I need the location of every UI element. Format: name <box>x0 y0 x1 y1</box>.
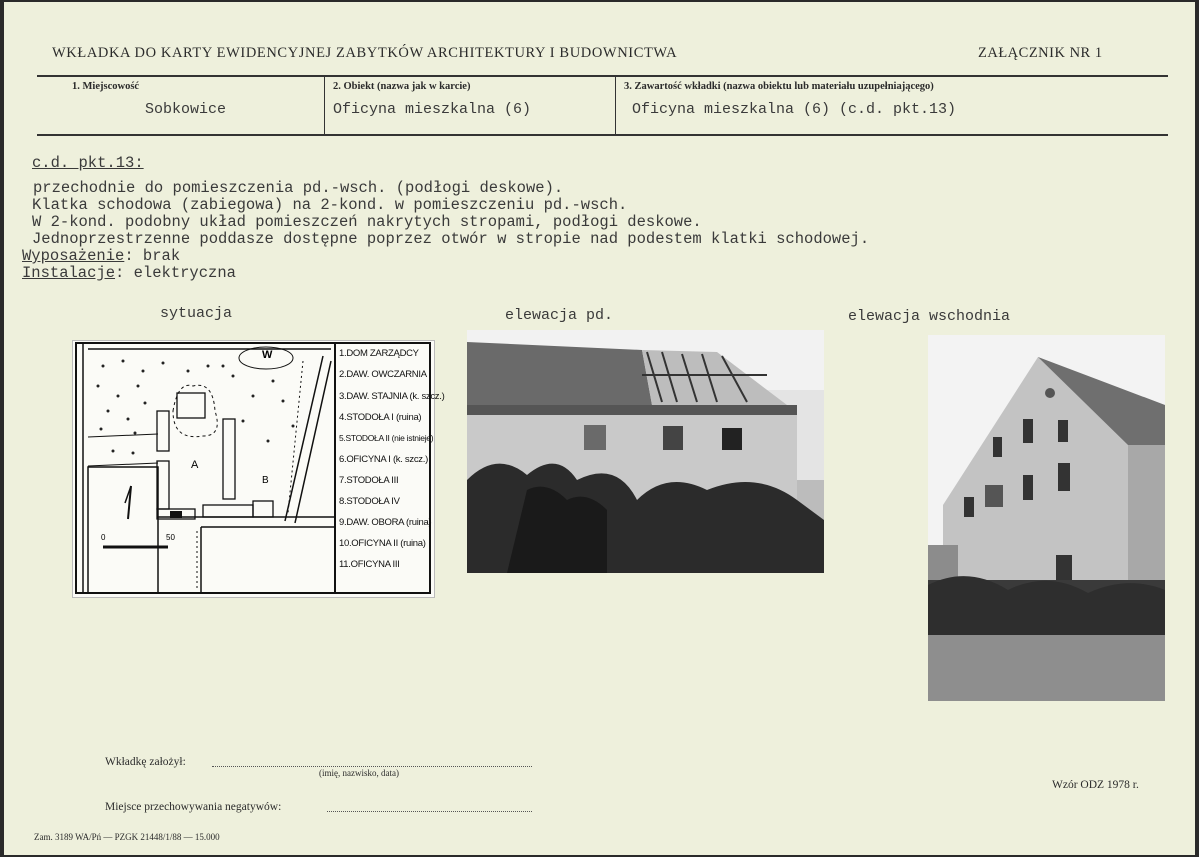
south-elevation-image <box>467 330 824 573</box>
created-by-line <box>212 766 532 767</box>
installations-value: : elektryczna <box>115 264 236 282</box>
attachment-number: ZAŁĄCZNIK NR 1 <box>978 45 1103 61</box>
legend-item-6: 6.OFICYNA I (k. szcz.) <box>339 454 428 465</box>
description-line-4: Jednoprzestrzenne poddasze dostępne poprzez otwór w stropie nad podestem klatki schodowej. <box>32 230 870 248</box>
description-line-2: Klatka schodowa (zabiegowa) na 2-kond. w pomieszczeniu pd.-wsch. <box>32 196 628 214</box>
legend-item-4: 4.STODOŁA I (ruina) <box>339 412 422 423</box>
created-by-hint: (imię, nazwisko, data) <box>319 768 399 778</box>
legend-item-8: 8.STODOŁA IV <box>339 496 400 507</box>
description-line-3: W 2-kond. podobny układ pomieszczeń nakrytych stropami, podłogi deskowe. <box>32 213 702 231</box>
object-value: Oficyna mieszkalna (6) <box>333 101 532 118</box>
site-mark-w: W <box>262 349 273 361</box>
site-plan <box>72 340 445 598</box>
field-divider-2 <box>615 77 616 134</box>
legend-item-2: 2.DAW. OWCZARNIA <box>339 369 427 380</box>
scale-zero: 0 <box>101 533 106 542</box>
negatives-storage-line <box>327 811 532 812</box>
east-elevation-image <box>928 335 1165 701</box>
location-value: Sobkowice <box>145 101 227 118</box>
description-line-1: przechodnie do pomieszczenia pd.-wsch. (podłogi deskowe). <box>33 179 564 197</box>
south-elevation-photo <box>467 330 824 573</box>
installations-line <box>22 265 236 283</box>
negatives-storage-label: Miejsce przechowywania negatywów: <box>105 801 282 813</box>
field-divider-1 <box>324 77 325 134</box>
print-order: Zam. 3189 WA/Pń — PZGK 21448/1/88 — 15.000 <box>34 832 220 842</box>
installations-label: Instalacje <box>22 264 116 282</box>
east-elevation-caption: elewacja wschodnia <box>848 308 1011 325</box>
contents-label: 3. Zawartość wkładki (nazwa obiektu lub materiału uzupełniającego) <box>624 81 934 92</box>
south-elevation-caption: elewacja pd. <box>505 307 614 324</box>
site-caption: sytuacja <box>160 305 233 322</box>
contents-value: Oficyna mieszkalna (6) (c.d. pkt.13) <box>632 101 957 118</box>
continuation-heading: c.d. pkt.13: <box>32 154 144 172</box>
header-bottom-rule <box>37 134 1168 136</box>
east-elevation-photo <box>928 335 1165 701</box>
form-title: WKŁADKA DO KARTY EWIDENCYJNEJ ZABYTKÓW ARCHITEKTURY I BUDOWNICTWA <box>52 45 678 61</box>
form-version: Wzór ODZ 1978 r. <box>1052 779 1139 791</box>
location-label: 1. Miejscowość <box>72 81 140 92</box>
legend-item-9: 9.DAW. OBORA (ruina) <box>339 517 432 528</box>
scale-end: 50 <box>166 533 175 542</box>
equipment-line <box>22 248 180 266</box>
site-mark-a: A <box>191 459 199 471</box>
legend-item-11: 11.OFICYNA III <box>339 559 400 570</box>
site-mark-b: B <box>262 475 269 486</box>
equipment-value: : brak <box>124 247 181 265</box>
equipment-label: Wyposażenie <box>22 247 125 265</box>
legend-item-3: 3.DAW. STAJNIA (k. szcz.) <box>339 391 445 402</box>
header-top-rule <box>37 75 1168 77</box>
legend-item-7: 7.STODOŁA III <box>339 475 399 486</box>
legend-item-10: 10.OFICYNA II (ruina) <box>339 538 426 549</box>
legend-item-1: 1.DOM ZARZĄDCY <box>339 348 419 359</box>
legend-item-5: 5.STODOŁA II (nie istnieje) <box>339 433 434 443</box>
object-label: 2. Obiekt (nazwa jak w karcie) <box>333 81 471 92</box>
created-by-label: Wkładkę założył: <box>105 756 186 768</box>
